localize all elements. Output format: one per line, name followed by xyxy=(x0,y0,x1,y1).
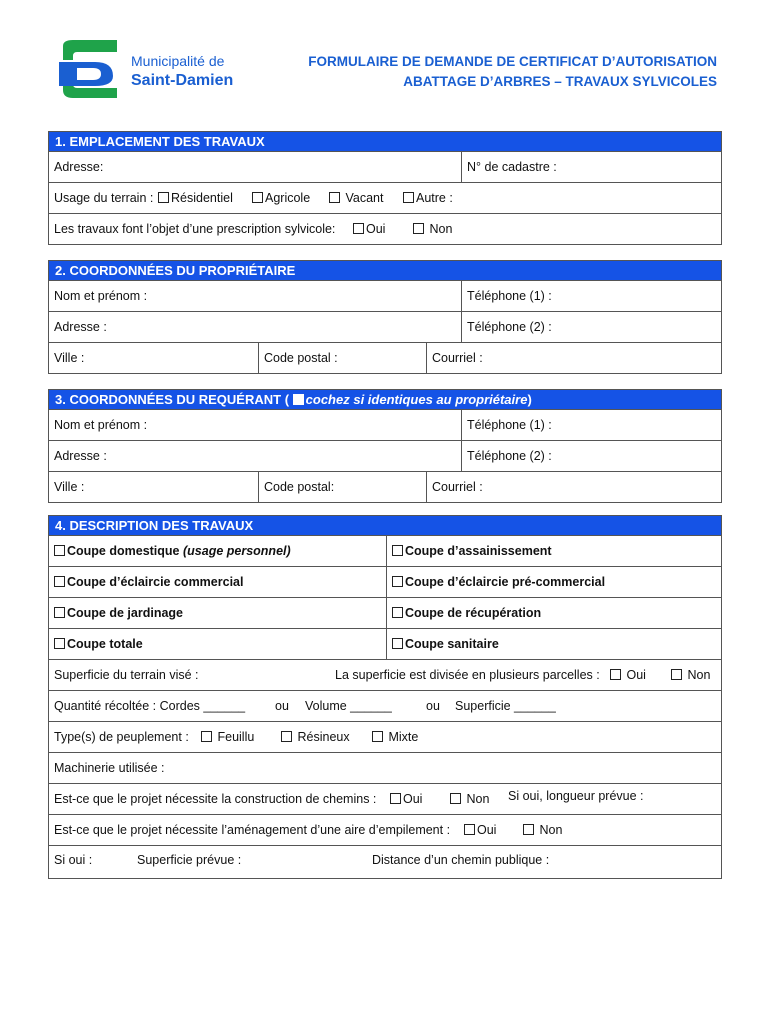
machinerie-field[interactable]: Machinerie utilisée : xyxy=(54,761,165,775)
volume-field[interactable]: Volume ______ xyxy=(305,699,392,713)
checkbox-icon[interactable] xyxy=(403,192,414,203)
checkbox-icon[interactable] xyxy=(390,793,401,804)
chemins-label: Est-ce que le projet nécessite la construction de chemins : xyxy=(54,792,377,806)
chemins-oui[interactable] xyxy=(390,784,422,814)
code-postal-cell[interactable] xyxy=(258,472,427,502)
row-adresse xyxy=(49,440,721,471)
checkbox-icon[interactable] xyxy=(464,824,475,835)
option-label: Résidentiel xyxy=(171,191,233,205)
empilement-oui[interactable] xyxy=(464,815,496,845)
tel1-label: Téléphone (1) : xyxy=(467,289,552,303)
cadastre-cell[interactable] xyxy=(461,152,721,182)
agricole-option[interactable] xyxy=(252,183,310,213)
chemins-non[interactable] xyxy=(450,784,489,814)
option-label: Vacant xyxy=(345,191,384,205)
checkbox-icon[interactable] xyxy=(413,223,424,234)
row-empilement xyxy=(49,814,721,845)
row-adresse xyxy=(49,151,721,182)
checkbox-icon[interactable] xyxy=(392,638,403,649)
municipality-logo xyxy=(55,38,125,100)
courriel-label: Courriel : xyxy=(432,480,483,494)
section-requerant xyxy=(48,389,722,503)
checkbox-icon[interactable] xyxy=(54,545,65,556)
longueur-field[interactable]: Si oui, longueur prévue : xyxy=(508,789,644,803)
ville-field[interactable]: Ville : xyxy=(54,480,85,494)
option-label: Coupe domestique xyxy=(67,544,180,558)
option-label: Coupe de récupération xyxy=(405,606,542,620)
option-label: Agricole xyxy=(265,191,311,205)
residentiel-option[interactable] xyxy=(158,183,233,213)
form-title xyxy=(308,52,717,92)
ou-label-2: ou xyxy=(426,699,440,713)
row-quantite xyxy=(49,690,721,721)
checkbox-icon[interactable] xyxy=(252,192,263,203)
tel2-label: Téléphone (2) : xyxy=(467,449,552,463)
usage-label: Usage du terrain : xyxy=(54,191,154,205)
code-postal-label: Code postal : xyxy=(264,351,338,365)
superficie-recoltee-field[interactable]: Superficie ______ xyxy=(455,699,556,713)
option-label: Coupe sanitaire xyxy=(405,637,499,651)
option-label: Oui xyxy=(403,792,423,806)
cordes-field[interactable]: Quantité récoltée : Cordes ______ xyxy=(54,699,246,713)
row-coupe-4 xyxy=(49,628,721,659)
option-label: Oui xyxy=(626,668,646,682)
nom-field[interactable]: Nom et prénom : xyxy=(54,289,148,303)
parcelles-oui[interactable] xyxy=(610,660,646,690)
checkbox-icon[interactable] xyxy=(329,192,340,203)
mixte-option[interactable] xyxy=(372,722,418,752)
option-label: Feuillu xyxy=(217,730,255,744)
row-peuplement xyxy=(49,721,721,752)
option-label: Non xyxy=(687,668,711,682)
municipality-name-line1: Municipalité de xyxy=(131,53,225,69)
checkbox-icon[interactable] xyxy=(392,576,403,587)
checkbox-icon[interactable] xyxy=(610,669,621,680)
row-nom xyxy=(49,409,721,440)
prescription-non[interactable] xyxy=(413,214,452,244)
cadastre-label: N° de cadastre : xyxy=(467,160,557,174)
row-prescription xyxy=(49,213,721,244)
nom-field[interactable]: Nom et prénom : xyxy=(54,418,148,432)
option-label: 3. COORDONNÉES DU REQUÉRANT ( xyxy=(55,392,290,407)
resineux-option[interactable] xyxy=(281,722,350,752)
section-proprietaire xyxy=(48,260,722,374)
form-title-line2: ABATTAGE D’ARBRES – TRAVAUX SYLVICOLES xyxy=(403,74,717,89)
feuillu-option[interactable] xyxy=(201,722,254,752)
option-label: (usage personnel) xyxy=(183,544,291,558)
section-3-heading xyxy=(49,390,721,409)
option-label: Autre : xyxy=(416,191,453,205)
coupe-eclaircie-precommercial-option[interactable] xyxy=(392,567,605,597)
row-machinerie xyxy=(49,752,721,783)
checkbox-icon[interactable] xyxy=(54,607,65,618)
courriel-label: Courriel : xyxy=(432,351,483,365)
coupe-assainissement-option[interactable] xyxy=(392,536,552,566)
checkbox-icon[interactable] xyxy=(372,731,383,742)
ville-field[interactable]: Ville : xyxy=(54,351,85,365)
option-label: Coupe totale xyxy=(67,637,143,651)
empilement-label: Est-ce que le projet nécessite l’aménagement d’une aire d’empilement : xyxy=(54,823,451,837)
row-ville xyxy=(49,342,721,373)
row-coupe-1 xyxy=(49,535,721,566)
option-label: Oui xyxy=(477,823,497,837)
checkbox-icon[interactable] xyxy=(671,669,682,680)
section-emplacement xyxy=(48,131,722,245)
tel1-cell[interactable] xyxy=(461,281,721,311)
coupe-sanitaire-option[interactable] xyxy=(392,629,499,659)
divisee-label: La superficie est divisée en plusieurs parcelles : xyxy=(335,668,600,682)
identique-checkbox[interactable] xyxy=(293,394,304,405)
coupe-domestique-option[interactable] xyxy=(54,536,291,566)
row-coupe-2 xyxy=(49,566,721,597)
section-2-heading: 2. COORDONNÉES DU PROPRIÉTAIRE xyxy=(49,261,721,280)
option-label: Non xyxy=(429,222,453,236)
row-chemins xyxy=(49,783,721,814)
option-label: cochez si identiques au propriétaire xyxy=(305,392,528,407)
row-usage xyxy=(49,182,721,213)
checkbox-icon[interactable] xyxy=(54,576,65,587)
option-label: Coupe d’éclaircie commercial xyxy=(67,575,244,589)
courriel-cell[interactable] xyxy=(426,472,721,502)
option-label: Résineux xyxy=(297,730,350,744)
row-sioui xyxy=(49,845,721,878)
adresse-field[interactable]: Adresse : xyxy=(54,320,107,334)
option-label: Coupe d’éclaircie pré-commercial xyxy=(405,575,606,589)
coupe-totale-option[interactable] xyxy=(54,629,143,659)
option-label: Coupe d’assainissement xyxy=(405,544,552,558)
superficie-field[interactable]: Superficie du terrain visé : xyxy=(54,668,199,682)
coupe-recuperation-option[interactable] xyxy=(392,598,541,628)
tel2-cell[interactable] xyxy=(461,312,721,342)
coupe-eclaircie-commercial-option[interactable] xyxy=(54,567,243,597)
checkbox-icon[interactable] xyxy=(392,607,403,618)
row-superficie xyxy=(49,659,721,690)
tel2-label: Téléphone (2) : xyxy=(467,320,552,334)
checkbox-icon[interactable] xyxy=(281,731,292,742)
checkbox-icon[interactable] xyxy=(392,545,403,556)
option-label: Mixte xyxy=(388,730,419,744)
option-label: Non xyxy=(539,823,563,837)
checkbox-icon[interactable] xyxy=(201,731,212,742)
autre-option[interactable] xyxy=(403,183,453,213)
checkbox-icon[interactable] xyxy=(158,192,169,203)
option-label: ) xyxy=(527,392,532,407)
courriel-cell[interactable] xyxy=(426,343,721,373)
checkbox-icon[interactable] xyxy=(523,824,534,835)
superficie-prevue-field[interactable]: Superficie prévue : xyxy=(137,853,242,867)
code-postal-cell[interactable] xyxy=(258,343,427,373)
row-nom xyxy=(49,280,721,311)
tel1-label: Téléphone (1) : xyxy=(467,418,552,432)
tel2-cell[interactable] xyxy=(461,441,721,471)
code-postal-label: Code postal: xyxy=(264,480,335,494)
option-label: Non xyxy=(466,792,490,806)
form-title-line1: FORMULAIRE DE DEMANDE DE CERTIFICAT D’AUTORISATION xyxy=(308,54,717,69)
municipality-name-line2: Saint-Damien xyxy=(131,72,234,89)
distance-field[interactable]: Distance d’un chemin publique : xyxy=(372,853,550,867)
option-label: Coupe de jardinage xyxy=(67,606,183,620)
ou-label-1: ou xyxy=(275,699,289,713)
parcelles-non[interactable] xyxy=(671,660,710,690)
row-coupe-3 xyxy=(49,597,721,628)
section-1-heading: 1. EMPLACEMENT DES TRAVAUX xyxy=(49,132,721,151)
checkbox-icon[interactable] xyxy=(450,793,461,804)
vacant-option[interactable] xyxy=(329,183,383,213)
coupe-jardinage-option[interactable] xyxy=(54,598,183,628)
section-4-heading: 4. DESCRIPTION DES TRAVAUX xyxy=(49,516,721,535)
adresse-field[interactable]: Adresse : xyxy=(54,449,107,463)
prescription-label: Les travaux font l’objet d’une prescription sylvicole: xyxy=(54,222,336,236)
option-label: Oui xyxy=(366,222,386,236)
checkbox-icon[interactable] xyxy=(54,638,65,649)
row-adresse xyxy=(49,311,721,342)
row-ville xyxy=(49,471,721,502)
section-description xyxy=(48,515,722,879)
peuplement-label: Type(s) de peuplement : xyxy=(54,730,189,744)
empilement-non[interactable] xyxy=(523,815,562,845)
tel1-cell[interactable] xyxy=(461,410,721,440)
adresse-field[interactable]: Adresse: xyxy=(54,160,104,174)
prescription-oui[interactable] xyxy=(353,214,385,244)
sioui-label: Si oui : xyxy=(54,853,93,867)
checkbox-icon[interactable] xyxy=(353,223,364,234)
